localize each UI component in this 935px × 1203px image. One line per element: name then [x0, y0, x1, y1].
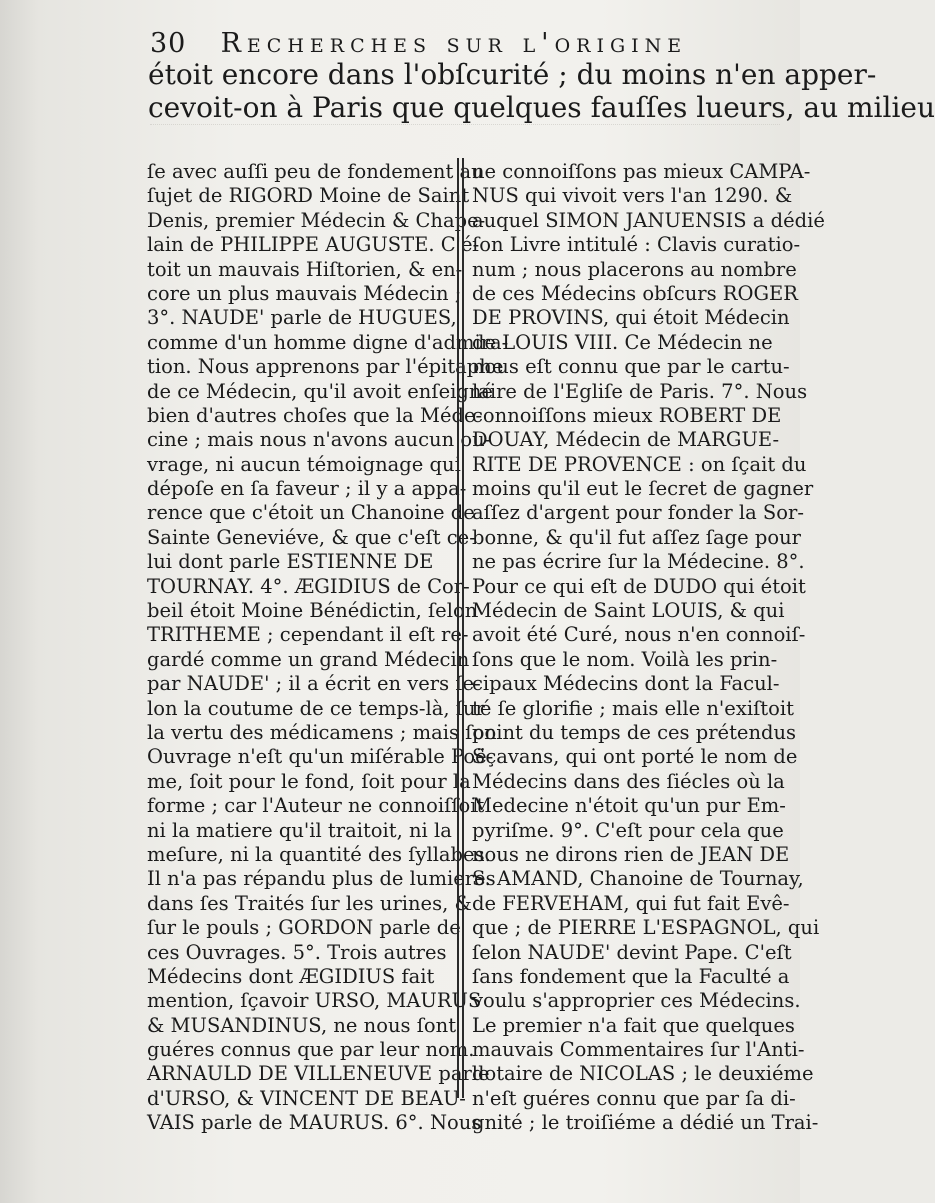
text-line: la vertu des médicamens ; mais ſon [147, 720, 497, 744]
text-line: Le premier n'a fait que quelques [472, 1013, 795, 1037]
text-line: S. AMAND, Chanoine de Tournay, [472, 867, 804, 891]
text-line: de ce Médecin, qu'il avoit enſeigné [147, 379, 493, 403]
text-line: laire de l'Egliſe de Paris. 7°. Nous [472, 379, 808, 403]
text-line: VAIS parle de MAURUS. 6°. Nous [147, 1111, 482, 1135]
page-number: 30 [150, 28, 187, 59]
text-line: mauvais Commentaires ſur l'Anti- [472, 1038, 805, 1062]
text-line: core un plus mauvais Médecin ; [147, 281, 462, 305]
text-line: vrage, ni aucun témoignage qui [147, 452, 461, 476]
text-line: Denis, premier Médecin & Chape- [147, 208, 486, 232]
text-line: beil étoit Moine Bénédictin, ſelon [147, 599, 478, 623]
text-line: Médecins dont ÆGIDIUS fait [147, 964, 435, 988]
text-line: NUS qui vivoit vers l'an 1290. & [472, 184, 793, 208]
text-line: Sçavans, qui ont porté le nom de [472, 745, 798, 769]
text-line: ARNAULD DE VILLENEUVE parle [147, 1062, 490, 1086]
text-line: Médecin de Saint LOUIS, & qui [472, 599, 785, 623]
text-line: ſon Livre intitulé : Clavis curatio- [472, 233, 801, 257]
text-line: Il n'a pas répandu plus de lumieres [147, 867, 496, 891]
text-line: ſujet de RIGORD Moine de Saint [147, 184, 470, 208]
text-line: de FERVEHAM, qui fut fait Evê- [472, 891, 790, 915]
text-line: ces Ouvrages. 5°. Trois autres [147, 940, 447, 964]
text-line: pyriſme. 9°. C'eſt pour cela que [472, 818, 784, 842]
text-line: d'URSO, & VINCENT DE BEAU- [147, 1086, 466, 1110]
text-line: & MUSANDINUS, ne nous ſont [147, 1013, 457, 1037]
text-line: lui dont parle ESTIENNE DE [147, 550, 434, 574]
text-line: n'eſt guéres connu que par ſa di- [472, 1086, 796, 1110]
text-line: ſelon NAUDE' devint Pape. C'eſt [472, 940, 792, 964]
gutter-shadow [0, 0, 40, 1203]
text-line: guéres connus que par leur nom. [147, 1038, 475, 1062]
text-line: de ces Médecins obſcurs ROGER [472, 281, 798, 305]
text-line: mention, ſçavoir URSO, MAURUS [147, 989, 482, 1013]
text-line: DOUAY, Médecin de MARGUE- [472, 428, 780, 452]
text-line: lon la coutume de ce temps-là, ſur [147, 696, 485, 720]
text-line: meſure, ni la quantité des ſyllabes. [147, 842, 491, 866]
right-column [472, 160, 825, 1136]
text-line: que ; de PIERRE L'ESPAGNOL, qui [472, 916, 820, 940]
text-line: tion. Nous apprenons par l'épitaphe [147, 355, 504, 379]
text-line: cipaux Médecins dont la Facul- [472, 672, 780, 696]
full-width-lead-text [148, 58, 935, 124]
text-line: voulu s'approprier ces Médecins. [472, 989, 801, 1013]
text-line: nous eſt connu que par le cartu- [472, 355, 790, 379]
text-line: dépoſe en ſa faveur ; il y a appa- [147, 477, 467, 501]
text-line: ſans fondement que la Faculté a [472, 964, 790, 988]
text-line: 3°. NAUDE' parle de HUGUES, [147, 306, 457, 330]
text-line: dotaire de NICOLAS ; le deuxiéme [472, 1062, 814, 1086]
text-line: DE PROVINS, qui étoit Médecin [472, 306, 790, 330]
running-title: Recherches sur l'origine [220, 28, 688, 59]
show-through-line [150, 124, 780, 137]
text-line: TOURNAY. 4°. ÆGIDIUS de Cor- [147, 574, 470, 598]
text-line: dans ſes Traités ſur les urines, & [147, 891, 472, 915]
text-line: cine ; mais nous n'avons aucun ou- [147, 428, 492, 452]
left-column [147, 160, 509, 1136]
text-line: comme d'un homme digne d'admira- [147, 330, 509, 354]
text-line: ne pas écrire ſur la Médecine. 8°. [472, 550, 805, 574]
text-line: té ſe glorifie ; mais elle n'exiſtoit [472, 696, 794, 720]
text-line: Pour ce qui eſt de DUDO qui étoit [472, 574, 806, 598]
text-line: bonne, & qu'il fut aſſez ſage pour [472, 525, 801, 549]
text-line: Medecine n'étoit qu'un pur Em- [472, 794, 786, 818]
text-line: nous ne dirons rien de JEAN DE [472, 842, 790, 866]
text-line: me, ſoit pour le fond, ſoit pour la [147, 769, 471, 793]
text-line: gardé comme un grand Médecin [147, 647, 470, 671]
text-line: ſons que le nom. Voilà les prin- [472, 647, 778, 671]
text-line: Ouvrage n'eſt qu'un miſérable Poë- [147, 745, 494, 769]
text-line: bien d'autres choſes que la Méde- [147, 403, 483, 427]
text-line: moins qu'il eut le ſecret de gagner [472, 477, 814, 501]
text-line: toit un mauvais Hiſtorien, & en- [147, 257, 463, 281]
text-line: avoit été Curé, nous n'en connoiſ- [472, 623, 806, 647]
text-line: gnité ; le troiſiéme a dédié un Trai- [472, 1111, 819, 1135]
text-line: point du temps de ces prétendus [472, 720, 797, 744]
column-rule [457, 158, 459, 1098]
text-line: auquel SIMON JANUENSIS a dédié [472, 208, 825, 232]
text-line: ſur le pouls ; GORDON parle de [147, 916, 461, 940]
text-line: ſe avec auſſi peu de fondement au [147, 160, 484, 183]
text-line: forme ; car l'Auteur ne connoiſſoit [147, 794, 485, 818]
column-rule [462, 158, 464, 1098]
text-line: étoit encore dans l'obſcurité ; du moins n'en apper- [148, 58, 877, 91]
text-line: Sainte Geneviéve, & que c'eſt ce- [147, 525, 476, 549]
text-line: num ; nous placerons au nombre [472, 257, 797, 281]
text-line: ni la matiere qu'il traitoit, ni la [147, 818, 452, 842]
text-line: de LOUIS VIII. Ce Médecin ne [472, 330, 773, 354]
text-line: par NAUDE' ; il a écrit en vers ſe- [147, 672, 481, 696]
text-line: rence que c'étoit un Chanoine de [147, 501, 475, 525]
text-line: connoiſſons mieux ROBERT DE [472, 403, 782, 427]
text-line: lain de PHILIPPE AUGUSTE. C'é- [147, 233, 480, 257]
text-line: cevoit-on à Paris que quelques fauſſes lueurs, au milieu [148, 91, 935, 124]
text-line: TRITHEME ; cependant il eſt re- [147, 623, 469, 647]
text-line: RITE DE PROVENCE : on ſçait du [472, 452, 807, 476]
text-line: ne connoiſſons pas mieux CAMPA- [472, 160, 811, 183]
text-line: Médecins dans des ſiécles où la [472, 769, 785, 793]
text-line: aſſez d'argent pour fonder la Sor- [472, 501, 804, 525]
